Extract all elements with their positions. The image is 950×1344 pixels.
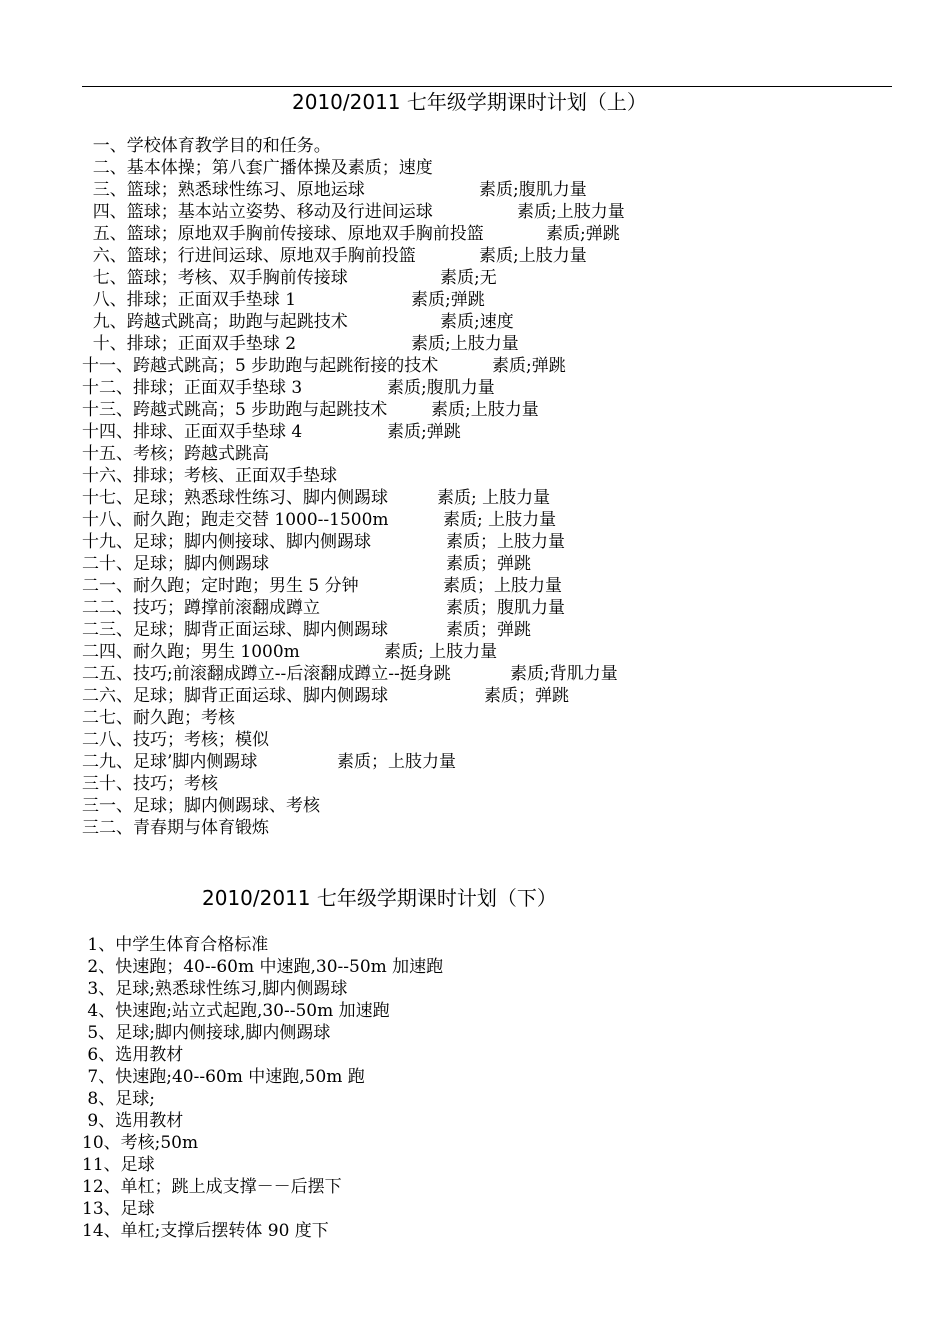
quality-text: 素质; 上肢力量 (384, 642, 498, 662)
lesson-text: 三、篮球；熟悉球性练习、原地运球 (82, 180, 365, 200)
lesson-text: 二四、耐久跑；男生 1000m (82, 642, 300, 662)
lesson-text: 二五、技巧;前滚翻成蹲立--后滚翻成蹲立--挺身跳 (82, 664, 451, 684)
quality-text: 素质;弹跳 (546, 224, 620, 244)
lesson-text: 五、篮球；原地双手胸前传接球、原地双手胸前投篮 (82, 224, 484, 244)
quality-text: 素质；上肢力量 (337, 752, 456, 772)
lesson-text: 二、基本体操；第八套广播体操及素质；速度 (82, 158, 433, 178)
lesson-text: 二六、足球；脚背正面运球、脚内侧踢球 (82, 686, 388, 706)
lesson-text: 八、排球；正面双手垫球 1 (82, 290, 297, 310)
list-item (82, 685, 569, 707)
list-item (82, 1022, 443, 1044)
list-item (82, 1176, 443, 1198)
list-item (82, 289, 484, 311)
quality-text: 素质；弹跳 (484, 686, 569, 706)
quality-text: 素质;上肢力量 (517, 202, 625, 222)
plan-list-part-1 (82, 135, 625, 839)
list-item (82, 729, 484, 751)
quality-text: 素质;上肢力量 (411, 334, 519, 354)
list-item (82, 1088, 443, 1110)
lesson-text: 四、篮球；基本站立姿势、移动及行进间运球 (82, 202, 433, 222)
lesson-text: 14、单杠;支撑后摆转体 90 度下 (82, 1221, 329, 1241)
list-item (82, 1220, 443, 1242)
lesson-text: 十八、耐久跑；跑走交替 1000--1500m (82, 510, 389, 530)
lesson-text: 十三、跨越式跳高；5 步助跑与起跳技术 (82, 400, 388, 420)
quality-text: 素质;弹跳 (492, 356, 566, 376)
list-item (82, 597, 565, 619)
lesson-text: 2、快速跑；40--60m 中速跑,30--50m 加速跑 (82, 957, 444, 977)
list-item (82, 179, 587, 201)
lesson-text: 1、中学生体育合格标准 (82, 935, 269, 955)
quality-text: 素质; 上肢力量 (443, 510, 557, 530)
list-item (82, 223, 620, 245)
list-item (82, 421, 484, 443)
lesson-text: 十七、足球；熟悉球性练习、脚内侧踢球 (82, 488, 388, 508)
lesson-text: 13、足球 (82, 1199, 155, 1219)
plan-list-part-2 (82, 934, 443, 1242)
list-item (82, 641, 498, 663)
lesson-text: 7、快速跑;40--60m 中速跑,50m 跑 (82, 1067, 365, 1087)
list-item (82, 1000, 443, 1022)
lesson-text: 二七、耐久跑；考核 (82, 708, 235, 728)
lesson-text: 6、选用教材 (82, 1045, 184, 1065)
lesson-text: 12、单杠；跳上成支撑－－后摆下 (82, 1177, 342, 1197)
list-item (82, 443, 484, 465)
lesson-text: 十、排球；正面双手垫球 2 (82, 334, 297, 354)
plan-title-part-2: 2010/2011 七年级学期课时计划（下） (202, 886, 557, 910)
list-item (82, 135, 484, 157)
list-item (82, 509, 557, 531)
list-item (82, 817, 484, 839)
lesson-text: 8、足球; (82, 1089, 155, 1109)
lesson-text: 三十、技巧；考核 (82, 774, 218, 794)
lesson-text: 一、学校体育教学目的和任务。 (82, 136, 331, 156)
lesson-text: 七、篮球；考核、双手胸前传接球 (82, 268, 348, 288)
plan-title-part-1: 2010/2011 七年级学期课时计划（上） (292, 90, 647, 114)
list-item (82, 531, 565, 553)
lesson-text: 二九、足球’脚内侧踢球 (82, 752, 258, 772)
quality-text: 素质；弹跳 (446, 620, 531, 640)
list-item (82, 575, 562, 597)
lesson-text: 3、足球;熟悉球性练习,脚内侧踢球 (82, 979, 348, 999)
list-item (82, 1044, 443, 1066)
quality-text: 素质；腹肌力量 (446, 598, 565, 618)
lesson-text: 二二、技巧；蹲撑前滚翻成蹲立 (82, 598, 320, 618)
lesson-text: 11、足球 (82, 1155, 155, 1175)
lesson-text: 三一、足球；脚内侧踢球、考核 (82, 796, 320, 816)
quality-text: 素质;腹肌力量 (479, 180, 587, 200)
lesson-text: 二八、技巧；考核；模似 (82, 730, 269, 750)
lesson-text: 二一、耐久跑；定时跑；男生 5 分钟 (82, 576, 359, 596)
list-item (82, 1154, 443, 1176)
lesson-text: 10、考核;50m (82, 1133, 199, 1153)
quality-text: 素质;腹肌力量 (387, 378, 495, 398)
list-item (82, 1198, 443, 1220)
lesson-text: 十五、考核；跨越式跳高 (82, 444, 269, 464)
lesson-text: 九、跨越式跳高；助跑与起跳技术 (82, 312, 348, 332)
list-item (82, 553, 531, 575)
lesson-text: 二十、足球；脚内侧踢球 (82, 554, 269, 574)
list-item (82, 333, 519, 355)
list-item (82, 934, 443, 956)
lesson-text: 十一、跨越式跳高；5 步助跑与起跳衔接的技术 (82, 356, 439, 376)
quality-text: 素质; 上肢力量 (437, 488, 551, 508)
quality-text: 素质;速度 (440, 312, 514, 332)
list-item (82, 355, 566, 377)
list-item (82, 399, 539, 421)
list-item (82, 201, 625, 223)
lesson-text: 十六、排球；考核、正面双手垫球 (82, 466, 337, 486)
lesson-text: 六、篮球；行进间运球、原地双手胸前投篮 (82, 246, 416, 266)
list-item (82, 311, 514, 333)
list-item (82, 663, 618, 685)
list-item (82, 619, 531, 641)
quality-text: 素质；上肢力量 (446, 532, 565, 552)
list-item (82, 1066, 443, 1088)
list-item (82, 157, 484, 179)
list-item (82, 978, 443, 1000)
list-item (82, 487, 551, 509)
lesson-text: 十四、排球、正面双手垫球 4 (82, 422, 303, 442)
quality-text: 素质;无 (440, 268, 497, 288)
quality-text: 素质;上肢力量 (431, 400, 539, 420)
lesson-text: 5、足球;脚内侧接球,脚内侧踢球 (82, 1023, 331, 1043)
lesson-text: 三二、青春期与体育锻炼 (82, 818, 269, 838)
lesson-text: 4、快速跑;站立式起跑,30--50m 加速跑 (82, 1001, 390, 1021)
quality-text: 素质；弹跳 (446, 554, 531, 574)
lesson-text: 二三、足球；脚背正面运球、脚内侧踢球 (82, 620, 388, 640)
quality-text: 素质;弹跳 (411, 290, 485, 310)
lesson-text: 十九、足球；脚内侧接球、脚内侧踢球 (82, 532, 371, 552)
lesson-text: 9、选用教材 (82, 1111, 184, 1131)
list-item (82, 795, 484, 817)
quality-text: 素质；上肢力量 (443, 576, 562, 596)
list-item (82, 707, 484, 729)
list-item (82, 1110, 443, 1132)
quality-text: 素质;背肌力量 (510, 664, 618, 684)
quality-text: 素质;上肢力量 (479, 246, 587, 266)
list-item (82, 245, 587, 267)
list-item (82, 267, 497, 289)
list-item (82, 956, 443, 978)
list-item (82, 465, 484, 487)
list-item (82, 1132, 443, 1154)
list-item (82, 377, 495, 399)
list-item (82, 773, 484, 795)
quality-text: 素质;弹跳 (387, 422, 461, 442)
top-rule (82, 86, 892, 87)
list-item (82, 751, 484, 773)
lesson-text: 十二、排球；正面双手垫球 3 (82, 378, 303, 398)
